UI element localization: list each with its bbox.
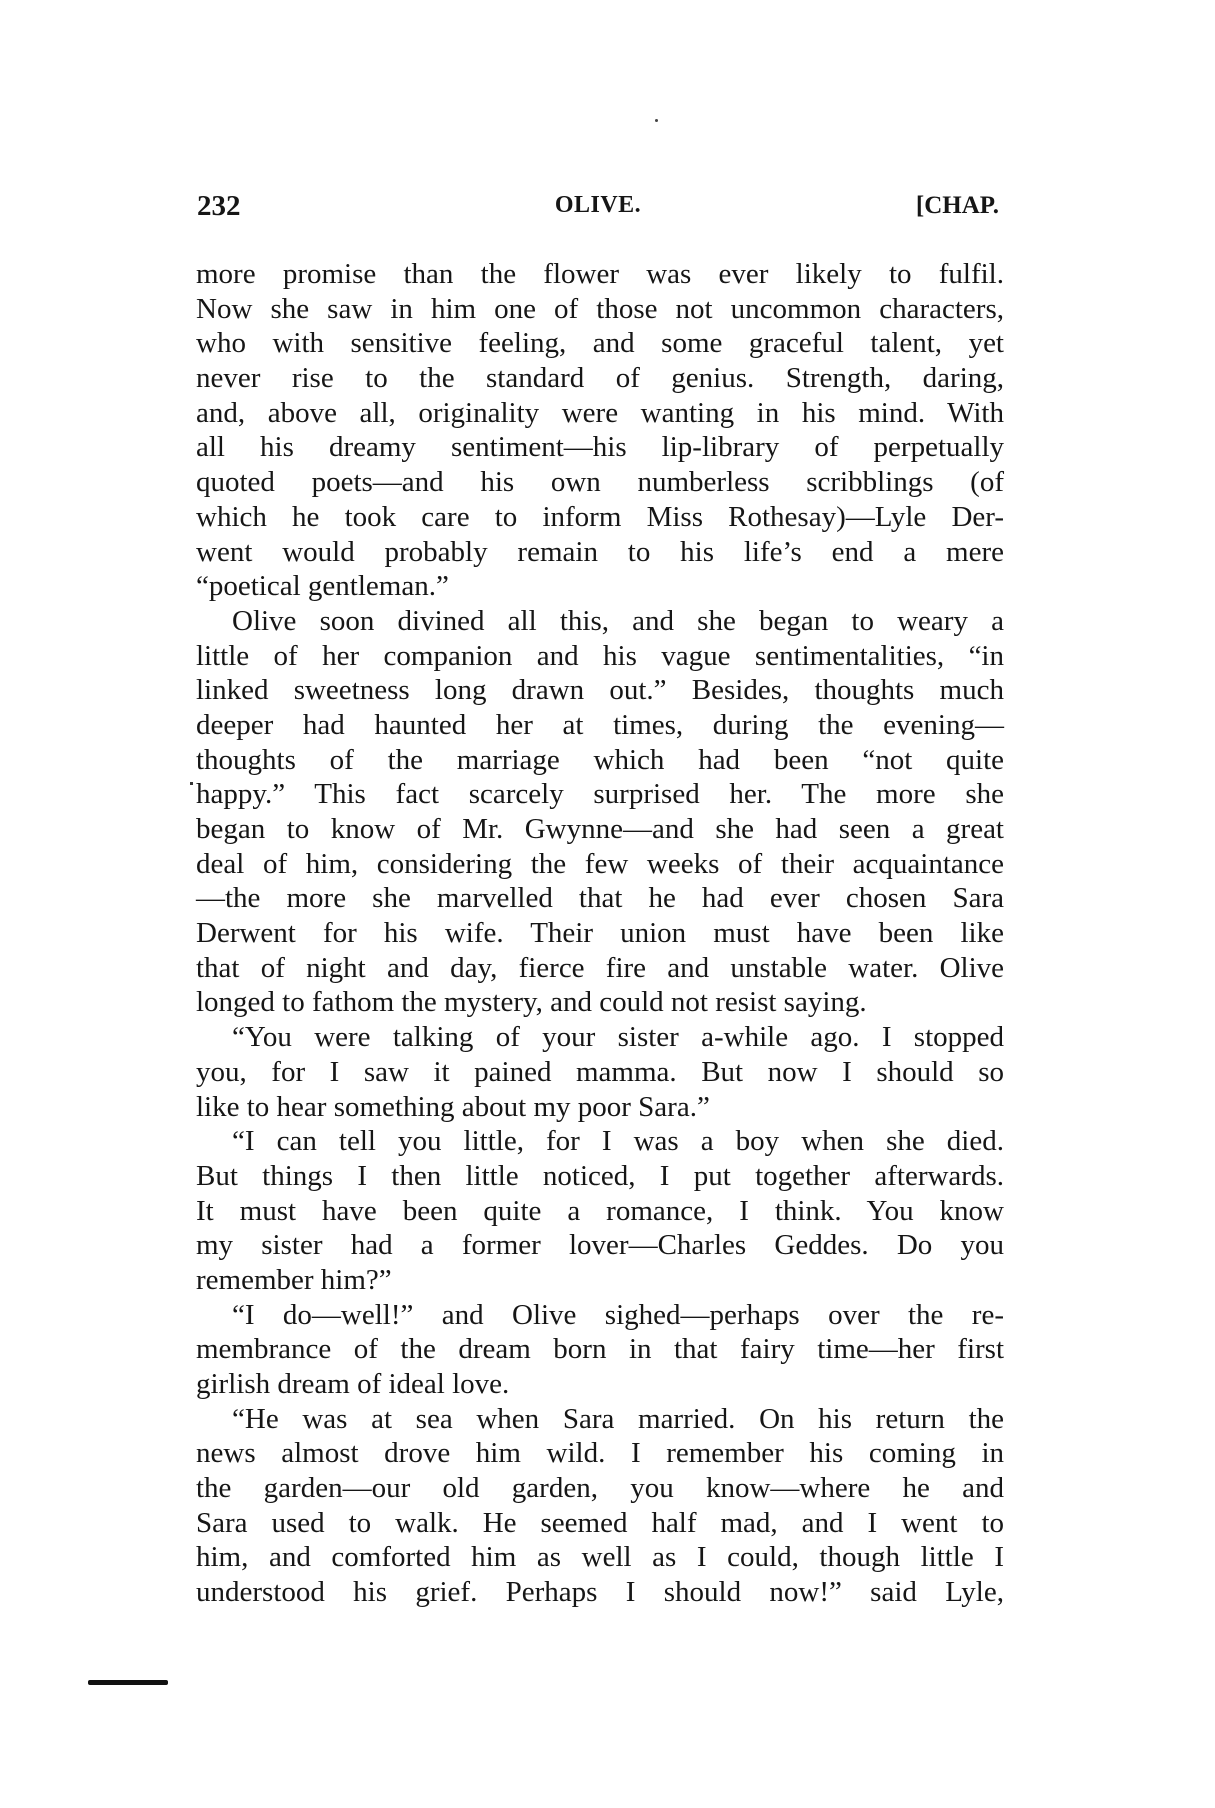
text-line: that of night and day, fierce fire and unstable water. Olive bbox=[196, 951, 1004, 984]
text-line: quoted poets—and his own numberless scribblings (of bbox=[196, 466, 1004, 499]
text-line: Sara used to walk. He seemed half mad, and I went to bbox=[196, 1506, 1004, 1539]
text-line: Now she saw in him one of those not uncommon characters, bbox=[196, 292, 1004, 325]
text-line: “I do—well!” and Olive sighed—perhaps over the re- bbox=[232, 1298, 1004, 1331]
text-line: happy.” This fact scarcely surprised her. The more she bbox=[196, 778, 1004, 811]
text-line: membrance of the dream born in that fairy time—her first bbox=[196, 1333, 1004, 1366]
text-line: —the more she marvelled that he had ever chosen Sara bbox=[196, 882, 1004, 915]
ink-speck bbox=[655, 119, 658, 122]
text-line: “I can tell you little, for I was a boy when she died. bbox=[232, 1125, 1004, 1158]
text-line: began to know of Mr. Gwynne—and she had seen a great bbox=[196, 813, 1004, 845]
text-line: remember him?” bbox=[196, 1263, 392, 1296]
text-line: girlish dream of ideal love. bbox=[196, 1368, 510, 1400]
text-line: my sister had a former lover—Charles Geddes. Do you bbox=[196, 1229, 1004, 1262]
text-line: understood his grief. Perhaps I should now!” said Lyle, bbox=[196, 1576, 1004, 1609]
margin-mark bbox=[190, 782, 193, 785]
text-line: more promise than the flower was ever likely to fulfil. bbox=[196, 258, 1004, 290]
text-line: deal of him, considering the few weeks of their acquaintance bbox=[196, 847, 1004, 880]
text-line: all his dreamy sentiment—his lip-library of perpetually bbox=[196, 431, 1004, 464]
text-line: longed to fathom the mystery, and could not resist saying. bbox=[196, 986, 867, 1019]
body-text bbox=[196, 257, 1004, 1610]
printer-rule bbox=[88, 1680, 168, 1685]
running-header bbox=[197, 190, 999, 230]
page-number: 232 bbox=[197, 190, 241, 222]
text-line: who with sensitive feeling, and some graceful talent, yet bbox=[196, 327, 1004, 360]
text-line: and, above all, originality were wanting in his mind. With bbox=[196, 396, 1004, 429]
text-line: It must have been quite a romance, I think. You know bbox=[196, 1194, 1004, 1227]
text-line: “You were talking of your sister a-while ago. I stopped bbox=[232, 1021, 1004, 1054]
text-line: Olive soon divined all this, and she began to weary a bbox=[232, 604, 1004, 637]
text-line: never rise to the standard of genius. Strength, daring, bbox=[196, 362, 1004, 395]
text-line: “poetical gentleman.” bbox=[196, 570, 449, 603]
text-line: you, for I saw it pained mamma. But now I should so bbox=[196, 1055, 1004, 1088]
running-title: OLIVE. bbox=[554, 192, 642, 218]
chapter-marker: [CHAP. bbox=[915, 192, 999, 219]
text-line: deeper had haunted her at times, during the evening— bbox=[196, 708, 1004, 741]
text-line: which he took care to inform Miss Rothesay)—Lyle Der- bbox=[196, 500, 1004, 533]
text-line: the garden—our old garden, you know—where he and bbox=[196, 1472, 1004, 1505]
text-line: like to hear something about my poor Sara.” bbox=[196, 1090, 710, 1123]
text-line: But things I then little noticed, I put together afterwards. bbox=[196, 1159, 1004, 1192]
text-line: little of her companion and his vague sentimentalities, “in bbox=[196, 639, 1004, 672]
text-line: news almost drove him wild. I remember his coming in bbox=[196, 1437, 1004, 1470]
text-line: Derwent for his wife. Their union must have been like bbox=[196, 917, 1004, 950]
text-line: him, and comforted him as well as I could, though little I bbox=[196, 1541, 1004, 1574]
text-line: thoughts of the marriage which had been “not quite bbox=[196, 743, 1004, 776]
text-line: went would probably remain to his life’s end a mere bbox=[196, 535, 1004, 568]
text-line: linked sweetness long drawn out.” Besides, thoughts much bbox=[196, 674, 1004, 707]
text-line: “He was at sea when Sara married. On his return the bbox=[232, 1402, 1004, 1435]
